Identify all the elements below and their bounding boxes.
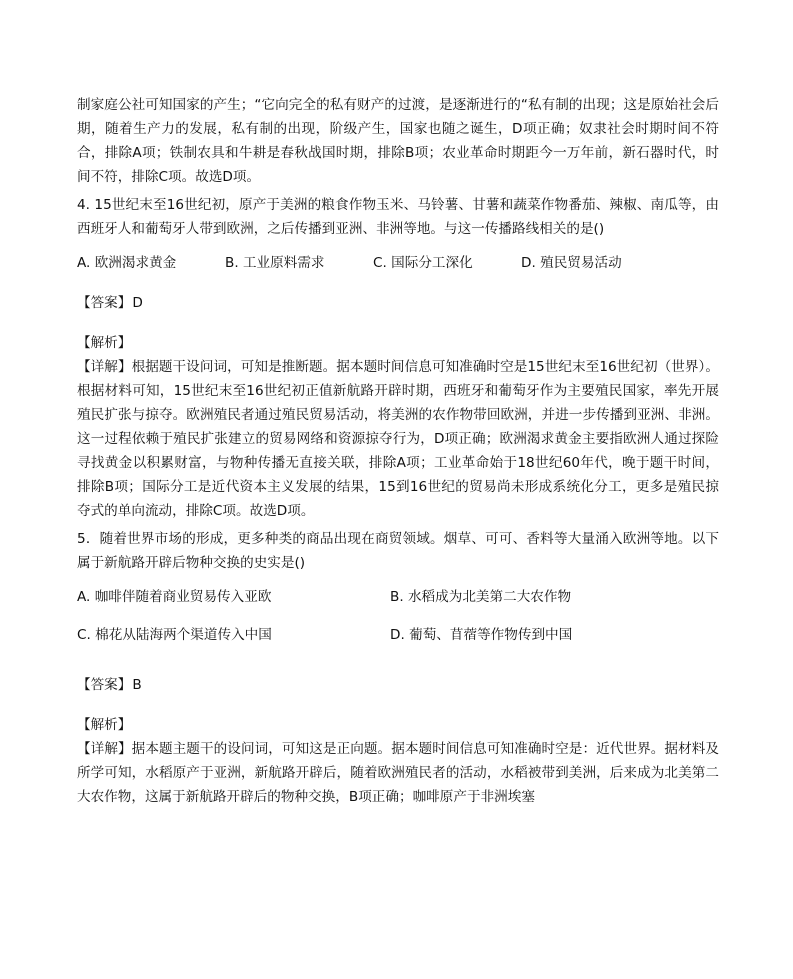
question-5-answer: [77, 673, 719, 697]
previous-analysis-text: 制家庭公社可知国家的产生；“它向完全的私有财产的过渡，是逐渐进行的“私有制的出现；这是原始社会后期，随着生产力的发展，私有制的出现，阶级产生，国家也随之诞生，D项正确；奴隶社会时期时间不符合，排除A项；铁制农具和牛耕是春秋战国时期，排除B项；农业革命时期距今一万年前，新石器时代，时间不符，排除C项。故选D项。: [77, 97, 719, 185]
document-content: [77, 93, 719, 809]
question-5-analysis-label: 【解析】: [77, 717, 132, 733]
question-4-option-b[interactable]: B. 工业原料需求: [225, 255, 325, 271]
detail-label: 【详解】: [77, 359, 132, 375]
question-5-options: [77, 585, 719, 661]
answer-value: B: [132, 677, 142, 693]
detail-text: 据本题主题干的设问词，可知这是正向题。据本题时间信息可知准确时空是：近代世界。据材料及所学可知，水稻原产于亚洲，新航路开辟后，随着欧洲殖民者的活动，水稻被带到美洲，后来成为北美第二大农作物，这属于新航路开辟后的物种交换，B项正确；咖啡原产于非洲埃塞: [77, 741, 720, 805]
answer-label: 【答案】: [77, 295, 132, 311]
answer-value: D: [132, 295, 143, 311]
answer-label: 【答案】: [77, 677, 132, 693]
question-4-answer: [77, 291, 719, 315]
question-4-option-c[interactable]: C. 国际分工深化: [373, 255, 473, 271]
question-5-option-b[interactable]: B. 水稻成为北美第二大农作物: [390, 589, 572, 605]
detail-text: 根据题干设问词，可知是推断题。据本题时间信息可知准确时空是15世纪末至16世纪初（世界）。根据材料可知，15世纪末至16世纪初正值新航路开辟时期，西班牙和葡萄牙作为主要殖民国家，率先开展殖民扩张与掠夺。欧洲殖民者通过殖民贸易活动，将美洲的农作物带回欧洲，并进一步传播到亚洲、非洲。这一过程依赖于殖民扩张建立的贸易网络和资源掠夺行为，D项正确；欧洲渴求黄金主要指欧洲人通过探险寻找黄金以积累财富，与物种传播无直接关联，排除A项；工业革命始于18世纪60年代，晚于题干时间，排除B项；国际分工是近代资本主义发展的结果，15到16世纪的贸易尚未形成系统化分工，更多是殖民掠夺式的单向流动，排除C项。故选D项。: [77, 359, 719, 519]
question-4-analysis-label: 【解析】: [77, 335, 132, 351]
question-5-stem: 5．随着世界市场的形成，更多种类的商品出现在商贸领域。烟草、可可、香料等大量涌入欧洲等地。以下属于新航路开辟后物种交换的史实是(): [77, 531, 719, 571]
question-5-option-d[interactable]: D. 葡萄、苜蓿等作物传到中国: [390, 627, 573, 643]
question-4-stem: 4. 15世纪末至16世纪初，原产于美洲的粮食作物玉米、马铃薯、甘薯和蔬菜作物番茄、辣椒、南瓜等，由西班牙人和葡萄牙人带到欧洲，之后传播到亚洲、非洲等地。与这一传播路线相关的是(): [77, 197, 719, 237]
question-5-option-a[interactable]: A. 咖啡伴随着商业贸易传入亚欧: [77, 589, 272, 605]
question-4-option-a[interactable]: A. 欧洲渴求黄金: [77, 255, 177, 271]
question-5-detail: [77, 737, 719, 809]
question-4-option-d[interactable]: D. 殖民贸易活动: [521, 255, 622, 271]
question-5-option-c[interactable]: C. 棉花从陆海两个渠道传入中国: [77, 627, 272, 643]
question-4-detail: [77, 355, 719, 523]
question-4-options: [77, 251, 719, 275]
detail-label: 【详解】: [77, 741, 132, 757]
